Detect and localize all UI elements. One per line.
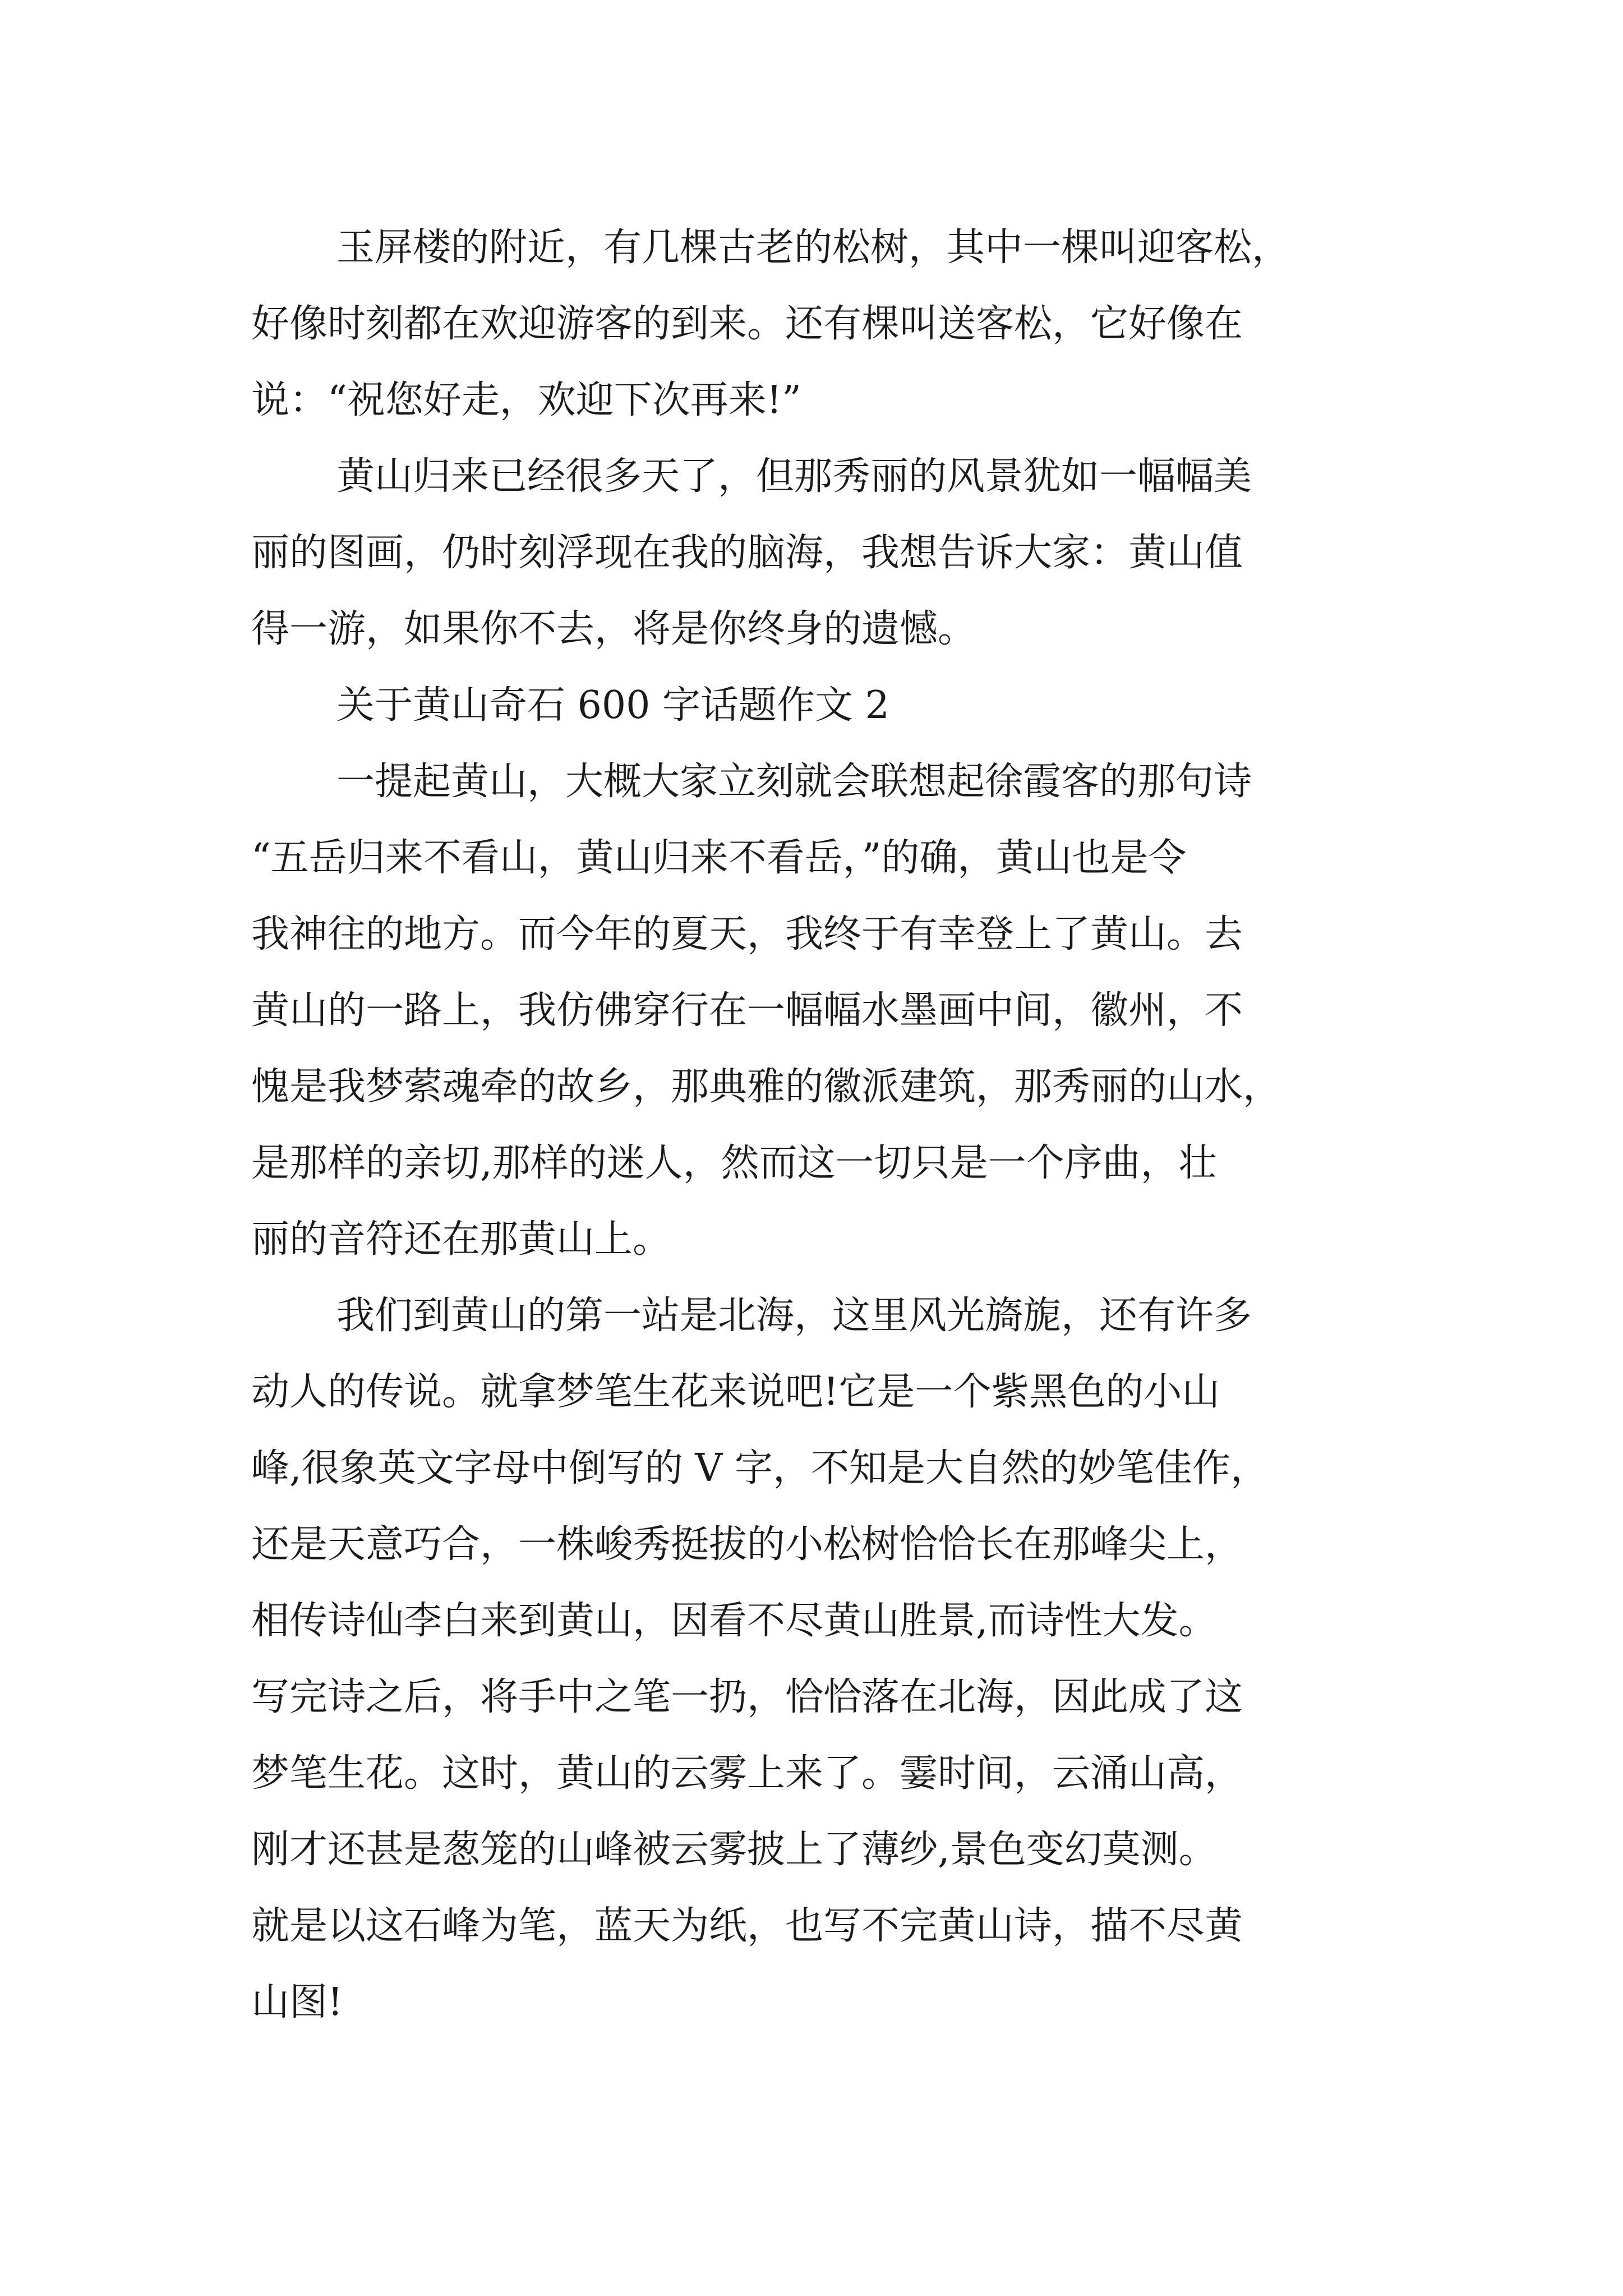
text-line: 刚才还甚是葱笼的山峰被云雾披上了薄纱,景色变幻莫测。 <box>251 1828 1217 1872</box>
text-line: 动人的传说。就拿梦笔生花来说吧!它是一个紫黑色的小山 <box>251 1370 1220 1414</box>
text-line: 山图! <box>251 1980 343 2024</box>
section-heading: 关于黄山奇石 600 字话题作文 2 <box>336 683 889 728</box>
text-line: 玉屏楼的附近，有几棵古老的松树，其中一棵叫迎客松， <box>336 226 1290 270</box>
text-line: 相传诗仙李白来到黄山，因看不尽黄山胜景,而诗性大发。 <box>251 1599 1217 1643</box>
text-line: 我们到黄山的第一站是北海，这里风光旖旎，还有许多 <box>336 1294 1252 1338</box>
text-line: 得一游，如果你不去，将是你终身的遗憾。 <box>251 607 976 651</box>
text-line: 就是以这石峰为笔，蓝天为纸，也写不完黄山诗，描不尽黄 <box>251 1904 1243 1948</box>
text-line: 还是天意巧合，一株峻秀挺拔的小松树恰恰长在那峰尖上， <box>251 1522 1243 1567</box>
text-line: 好像时刻都在欢迎游客的到来。还有棵叫送客松，它好像在 <box>251 302 1243 346</box>
text-line: 丽的图画，仍时刻浮现在我的脑海，我想告诉大家：黄山值 <box>251 531 1243 575</box>
text-line: 黄山归来已经很多天了，但那秀丽的风景犹如一幅幅美 <box>336 454 1252 499</box>
text-line: 愧是我梦萦魂牵的故乡，那典雅的徽派建筑，那秀丽的山水， <box>251 1065 1281 1109</box>
text-line: 丽的音符还在那黄山上。 <box>251 1217 671 1262</box>
text-line: 峰,很象英文字母中倒写的 V 字，不知是大自然的妙笔佳作， <box>251 1446 1269 1490</box>
text-line: “五岳归来不看山，黄山归来不看岳，”的确，黄山也是令 <box>251 836 1187 880</box>
text-line: 是那样的亲切,那样的迷人，然而这一切只是一个序曲，壮 <box>251 1141 1217 1185</box>
text-line: 黄山的一路上，我仿佛穿行在一幅幅水墨画中间，徽州，不 <box>251 988 1243 1033</box>
text-line: 一提起黄山，大概大家立刻就会联想起徐霞客的那句诗 <box>336 760 1252 804</box>
text-line: 写完诗之后，将手中之笔一扔，恰恰落在北海，因此成了这 <box>251 1675 1243 1719</box>
text-line: 我神往的地方。而今年的夏天，我终于有幸登上了黄山。去 <box>251 912 1243 956</box>
text-line: 梦笔生花。这时，黄山的云雾上来了。霎时间，云涌山高， <box>251 1751 1243 1796</box>
text-line: 说：“祝您好走，欢迎下次再来!” <box>251 378 801 422</box>
